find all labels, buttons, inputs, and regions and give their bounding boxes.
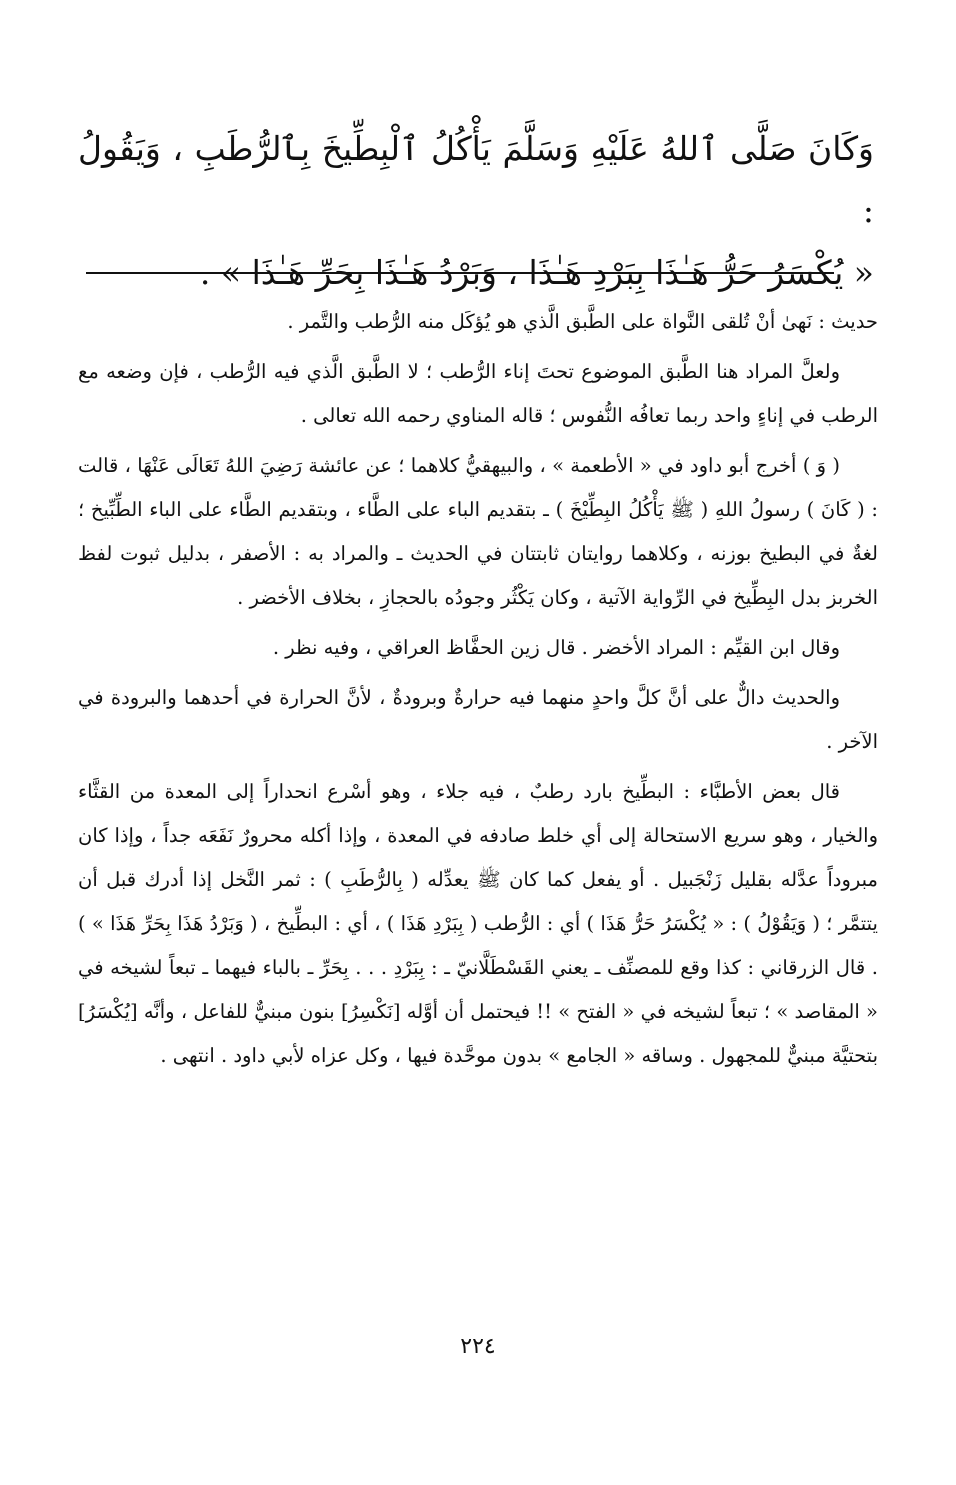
matn-line-2: « يُكْسَرُ حَرُّ هَـٰذَا بِبَرْدِ هَـٰذَا ، وَبَرْدُ هَـٰذَا بِحَرِّ هَـٰذَا » . — [199, 253, 874, 292]
separator-rule — [86, 272, 834, 274]
commentary-paragraph: والحديث دالٌّ على أنَّ كلَّ واحدٍ منهما فيه حرارةٌ وبرودةٌ ، لأنَّ الحرارة في أحدهما والبرودة في الآخر . — [78, 686, 878, 753]
commentary-paragraph: قال بعض الأطبَّاء : البطِّيخ بارد رطبٌ ، فيه جلاء ، وهو أسْرع انحداراً إلى المعدة من القثَّاء والخيار ، وهو سريع الاستحالة إلى أي خلط صادفه في المعدة ، وإذا أكله محرورٌ نَفَعَه جداً ، وإذا كان مبروداً عدَّله بقليل زَنْجَبيل . أو يفعل كما كان ﷺ يعدِّله ( بِالرُّطَبِ ) : ثمر النَّخل إذا أدرك قبل أن يتتمَّر ؛ ( وَيَقُوْلُ ) : « يُكْسَرُ حَرُّ هَذَا ) أي : الرُّطب ( بِبَرْدِ هَذَا ) ، أي : البطِّيخ ، ( وَبَرْدُ هَذَا بِحَرِّ هَذَا » ) . قال الزرقاني : كذا وقع للمصنِّف ـ يعني القَسْطَلَّانيّ ـ : بِبَرْدِ . . . بِحَرِّ ـ بالباء فيهما ـ تبعاً لشيخه في « المقاصد » ؛ تبعاً لشيخه في « الفتح » !! فيحتمل أن أوَّله [نَكْسِرُ] بنون مبنيٌّ للفاعل ، وأنَّه [يُكْسَرُ] بتحتيَّة مبنيٌّ للمجهول . وساقه « الجامع » بدون موحَّدة فيها ، وكل عزاه لأبي داود . انتهى . — [78, 780, 878, 1067]
commentary-paragraph: حديث : نَهىٰ أنْ تُلقى النَّواة على الطَّبق الَّذي هو يُؤكَل منه الرُّطب والتَّمر . — [287, 310, 878, 333]
commentary-paragraph: ولعلَّ المراد هنا الطَّبق الموضوع تحتَ إناء الرُّطب ؛ لا الطَّبق الَّذي فيه الرُّطب ، فإن وضعه مع الرطب في إناءٍ واحد ربما تعافُه النُّفوس ؛ قاله المناوي رحمه الله تعالى . — [78, 360, 878, 427]
matn-text — [78, 118, 874, 304]
commentary-paragraph: ( وَ ) أخرج أبو داود في « الأطعمة » ، والبيهقيُّ كلاهما ؛ عن عائشة رَضِيَ اللهُ تَعَالَى عَنْهَا ، قالت : ( كَانَ ) رسولُ اللهِ ( ﷺ يَأْكُلُ البِطِّيْخَ ) ـ بتقديم الباء على الطَّاء ، وبتقديم الطَّاء على الباء الطِّبِّيخ ؛ لغةٌ في البطيخ بوزنه ، وكلاهما روايتان ثابتتان في الحديث ـ والمراد به : الأصفر ، بدليل ثبوت لفظ الخربز بدل البِطِّيخ في الرِّواية الآتية ، وكان يَكْثُر وجودُه بالحجازِ ، بخلاف الأخضر . — [78, 454, 878, 609]
matn-line-1: وَكَانَ صَلَّى ٱللهُ عَلَيْهِ وَسَلَّمَ يَأْكُلُ ٱلْبِطِّيخَ بِٱلرُّطَبِ ، وَيَقُولُ : — [78, 129, 874, 230]
page-number: ٢٢٤ — [460, 1334, 496, 1359]
commentary-text — [78, 300, 878, 1084]
commentary-paragraph: وقال ابن القيِّم : المراد الأخضر . قال زين الحفَّاظ العراقي ، وفيه نظر . — [272, 636, 840, 659]
